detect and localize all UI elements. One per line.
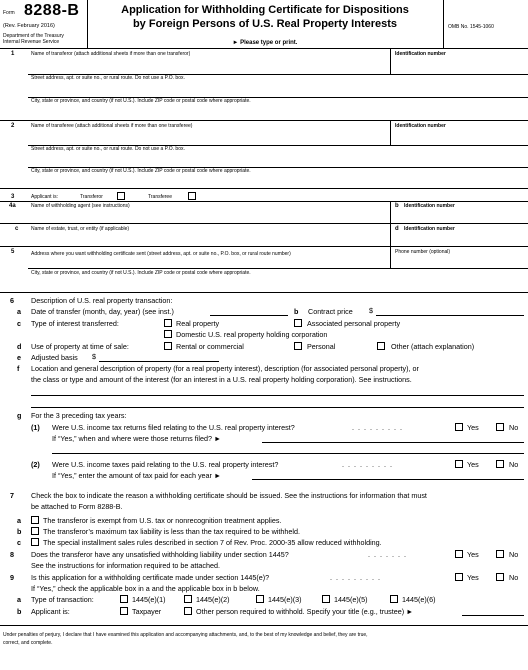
returns-filed-where-field[interactable] [262, 432, 524, 442]
line-1-number: 1 [11, 51, 15, 57]
phone-number-field[interactable] [392, 256, 526, 268]
section-1445e-question: Is this application for a withholding certificate made under section 1445(e)? [31, 573, 270, 582]
transaction-description-title: Description of U.S. real property transaction: [31, 296, 173, 305]
returns-filed-no-checkbox[interactable] [496, 423, 504, 431]
real-property-label: Real property [176, 319, 220, 328]
type-1445e5-checkbox[interactable] [322, 595, 330, 603]
agent-id-field[interactable] [392, 210, 526, 222]
rental-commercial-checkbox[interactable] [164, 342, 172, 350]
transferee-city-field[interactable] [28, 175, 526, 187]
installment-sales-label: The special installment sales rules described in section 7 of Rev. Proc. 2000-35 allow reduced withholding. [43, 538, 382, 547]
type-1445e6-checkbox[interactable] [390, 595, 398, 603]
contract-price-dollar: $ [369, 306, 373, 315]
transferor-checkbox[interactable] [117, 192, 125, 200]
certificate-address-label: Address where you want withholding certificate sent (street address, apt. or suite no., P.O. box, or rural route number) [31, 251, 291, 257]
property-description-field[interactable] [31, 385, 524, 407]
line-4c-number: c [15, 226, 19, 232]
transferor-id-label: Identification number [395, 51, 446, 57]
type-1445e3-checkbox[interactable] [256, 595, 264, 603]
taxes-paid-no-label: No [509, 460, 519, 469]
returns-filed-yes-label: Yes [467, 423, 479, 432]
line-7a-letter: a [17, 516, 21, 525]
perjury-statement-line2: correct, and complete. [3, 640, 53, 646]
exempt-reason-label: The transferor is exempt from U.S. tax or nonrecognition treatment applies. [43, 516, 282, 525]
personal-use-checkbox[interactable] [294, 342, 302, 350]
unsatisfied-liability-no-label: No [509, 550, 519, 559]
withholding-agent-label: Name of withholding agent (see instructions) [31, 203, 130, 209]
section-1445e-no-checkbox[interactable] [496, 573, 504, 581]
withholder-title-field[interactable] [462, 605, 524, 615]
type-1445e3-label: 1445(e)(3) [268, 595, 302, 604]
taxes-paid-yes-checkbox[interactable] [455, 460, 463, 468]
type-1445e2-label: 1445(e)(2) [196, 595, 230, 604]
transferee-name-label: Name of transferee (attach additional sheets if more than one transferee) [31, 123, 193, 129]
line-9-number: 9 [10, 573, 14, 582]
section-1445e-yes-label: Yes [467, 573, 479, 582]
taxes-paid-dots: . . . . . . . . . [342, 460, 393, 469]
line-9a-letter: a [17, 595, 21, 604]
transferee-id-label: Identification number [395, 123, 446, 129]
unsatisfied-liability-yes-checkbox[interactable] [455, 550, 463, 558]
withholding-agent-field[interactable] [28, 210, 388, 222]
returns-filed-question: Were U.S. income tax returns filed relating to the U.S. real property interest? [52, 423, 295, 432]
contract-price-field[interactable] [376, 305, 524, 315]
max-liability-checkbox[interactable] [31, 527, 39, 535]
section-1445e-no-label: No [509, 573, 519, 582]
estate-trust-label: Name of estate, trust, or entity (if applicable) [31, 226, 130, 232]
taxpayer-checkbox[interactable] [120, 607, 128, 615]
transfer-date-field[interactable] [210, 305, 288, 315]
contract-price-label: Contract price [308, 307, 353, 316]
property-description-line1: Location and general description of property (for a real property interest), description (for associated personal property), or [31, 364, 419, 373]
line-4d-number: d [395, 226, 399, 232]
transferor-option-label: Transferor [80, 194, 103, 200]
transferor-city-label: City, state or province, and country (if not U.S.). Include ZIP code or postal code where appropriate. [31, 98, 251, 104]
line-4a-number: 4a [9, 203, 16, 209]
estate-trust-field[interactable] [28, 233, 388, 245]
property-description-line2: the class or type and amount of the interest (for an interest in a U.S. real property holding corporation). See instructions. [31, 375, 412, 384]
taxpayer-label: Taxpayer [132, 607, 162, 616]
transferor-id-field[interactable] [392, 58, 526, 73]
transferee-street-field[interactable] [28, 153, 526, 166]
unsatisfied-liability-dots: . . . . . . . [368, 550, 407, 559]
taxes-paid-question: Were U.S. income taxes paid relating to the U.S. real property interest? [52, 460, 279, 469]
line-6c-letter: c [17, 319, 21, 328]
line-6g1-number: (1) [31, 423, 40, 432]
unsatisfied-liability-no-checkbox[interactable] [496, 550, 504, 558]
form-word: Form [3, 10, 15, 16]
section-1445e-dots: . . . . . . . . . [330, 573, 381, 582]
type-1445e1-checkbox[interactable] [120, 595, 128, 603]
returns-filed-followup: If “Yes,” when and where were those returns filed? ► [52, 434, 222, 443]
transferee-id-field[interactable] [392, 130, 526, 144]
property-use-label: Use of property at time of sale: [31, 342, 129, 351]
transferee-name-field[interactable] [28, 130, 388, 144]
applicant-type-label: Applicant is: [31, 607, 70, 616]
preceding-years-label: For the 3 preceding tax years: [31, 411, 127, 420]
adjusted-basis-dollar: $ [92, 352, 96, 361]
form-number: 8288-B [24, 2, 80, 19]
certificate-address-field[interactable] [28, 258, 388, 268]
form-title-line1: Application for Withholding Certificate for Dispositions [121, 4, 409, 16]
line-6g-letter: g [17, 411, 22, 420]
line-6a-letter: a [17, 307, 21, 316]
returns-filed-dots: . . . . . . . . . [352, 423, 403, 432]
returns-filed-yes-checkbox[interactable] [455, 423, 463, 431]
transferee-city-label: City, state or province, and country (if not U.S.). Include ZIP code or postal code where appropriate. [31, 168, 251, 174]
domestic-corporation-checkbox[interactable] [164, 330, 172, 338]
installment-sales-checkbox[interactable] [31, 538, 39, 546]
line-6f-letter: f [17, 364, 20, 373]
form-title-line2: by Foreign Persons of U.S. Real Property Interests [132, 18, 398, 30]
other-use-checkbox[interactable] [377, 342, 385, 350]
other-withholder-checkbox[interactable] [184, 607, 192, 615]
line-6d-letter: d [17, 342, 22, 351]
line-6e-letter: e [17, 353, 21, 362]
transferee-checkbox[interactable] [188, 192, 196, 200]
max-liability-label: The transferor’s maximum tax liability is less than the tax required to be withheld. [43, 527, 301, 536]
line-8-number: 8 [10, 550, 14, 559]
unsatisfied-liability-question: Does the transferor have any unsatisfied withholding liability under section 1445? [31, 550, 289, 559]
line-5-number: 5 [11, 249, 15, 255]
line-7c-letter: c [17, 538, 21, 547]
agent-id-label: Identification number [404, 203, 455, 209]
domestic-corporation-label: Domestic U.S. real property holding corporation [176, 330, 328, 339]
taxes-paid-no-checkbox[interactable] [496, 460, 504, 468]
taxes-paid-followup: If “Yes,” enter the amount of tax paid for each year ► [52, 471, 222, 480]
transferee-option-label: Transferee [148, 194, 172, 200]
type-1445e5-label: 1445(e)(5) [334, 595, 368, 604]
reason-instruction-line1: Check the box to indicate the reason a withholding certificate should be issued. See the instructions for information that must [31, 491, 427, 500]
line-4b-number: b [395, 203, 399, 209]
department: Department of the Treasury [3, 33, 64, 39]
print-instruction: ► Please type or print. [232, 40, 298, 46]
returns-filed-no-label: No [509, 423, 519, 432]
line-9b-letter: b [17, 607, 22, 616]
line-6g2-number: (2) [31, 460, 40, 469]
transferee-street-label: Street address, apt. or suite no., or rural route. Do not use a P.O. box. [31, 146, 185, 152]
other-use-label: Other (attach explanation) [391, 342, 475, 351]
line-3-number: 3 [11, 194, 15, 200]
section-1445e-followup: If “Yes,” check the applicable box in a and the applicable box in b below. [31, 584, 260, 593]
omb-number: OMB No. 1545-1060 [448, 24, 494, 30]
revision-date: (Rev. February 2016) [3, 23, 55, 29]
perjury-statement-line1: Under penalties of perjury, I declare that I have examined this application and accompanying attachments, and, to the best of my knowledge and belief, they are true, [3, 632, 368, 638]
transferor-city-field[interactable] [28, 105, 526, 119]
adjusted-basis-field[interactable] [99, 351, 219, 361]
line-7b-letter: b [17, 527, 22, 536]
transfer-date-label: Date of transfer (month, day, year) (see inst.) [31, 307, 174, 316]
unsatisfied-liability-yes-label: Yes [467, 550, 479, 559]
agency: Internal Revenue Service [3, 39, 60, 45]
type-1445e2-checkbox[interactable] [184, 595, 192, 603]
reason-instruction-line2: be attached to Form 8288-B. [31, 502, 123, 511]
taxes-paid-amount-field[interactable] [252, 469, 524, 479]
applicant-is-label: Applicant is: [31, 194, 58, 200]
unsatisfied-liability-note: See the instructions for information required to be attached. [31, 561, 220, 570]
transferor-name-label: Name of transferor (attach additional sheets if more than one transferor) [31, 51, 191, 57]
line-6b-letter: b [294, 307, 299, 316]
transferor-street-label: Street address, apt. or suite no., or rural route. Do not use a P.O. box. [31, 75, 185, 81]
type-1445e1-label: 1445(e)(1) [132, 595, 166, 604]
adjusted-basis-label: Adjusted basis [31, 353, 78, 362]
rental-commercial-label: Rental or commercial [176, 342, 244, 351]
associated-personal-property-label: Associated personal property [307, 319, 401, 328]
type-1445e6-label: 1445(e)(6) [402, 595, 436, 604]
exempt-reason-checkbox[interactable] [31, 516, 39, 524]
transferor-name-field[interactable] [28, 58, 388, 73]
phone-number-label: Phone number (optional) [395, 249, 451, 255]
taxes-paid-yes-label: Yes [467, 460, 479, 469]
certificate-city-label: City, state or province, and country (if not U.S.). Include ZIP code or postal code where appropriate. [31, 270, 251, 276]
line-7-number: 7 [10, 491, 14, 500]
interest-type-label: Type of interest transferred: [31, 319, 119, 328]
associated-personal-property-checkbox[interactable] [294, 319, 302, 327]
line-2-number: 2 [11, 123, 15, 129]
other-withholder-label: Other person required to withhold. Specify your title (e.g., trustee) ► [196, 607, 414, 616]
transferor-street-field[interactable] [28, 82, 526, 96]
personal-use-label: Personal [307, 342, 336, 351]
entity-id-field[interactable] [392, 233, 526, 245]
transaction-type-label: Type of transaction: [31, 595, 94, 604]
line-6-number: 6 [10, 296, 14, 305]
section-1445e-yes-checkbox[interactable] [455, 573, 463, 581]
real-property-checkbox[interactable] [164, 319, 172, 327]
entity-id-label: Identification number [404, 226, 455, 232]
certificate-city-field[interactable] [28, 277, 526, 290]
